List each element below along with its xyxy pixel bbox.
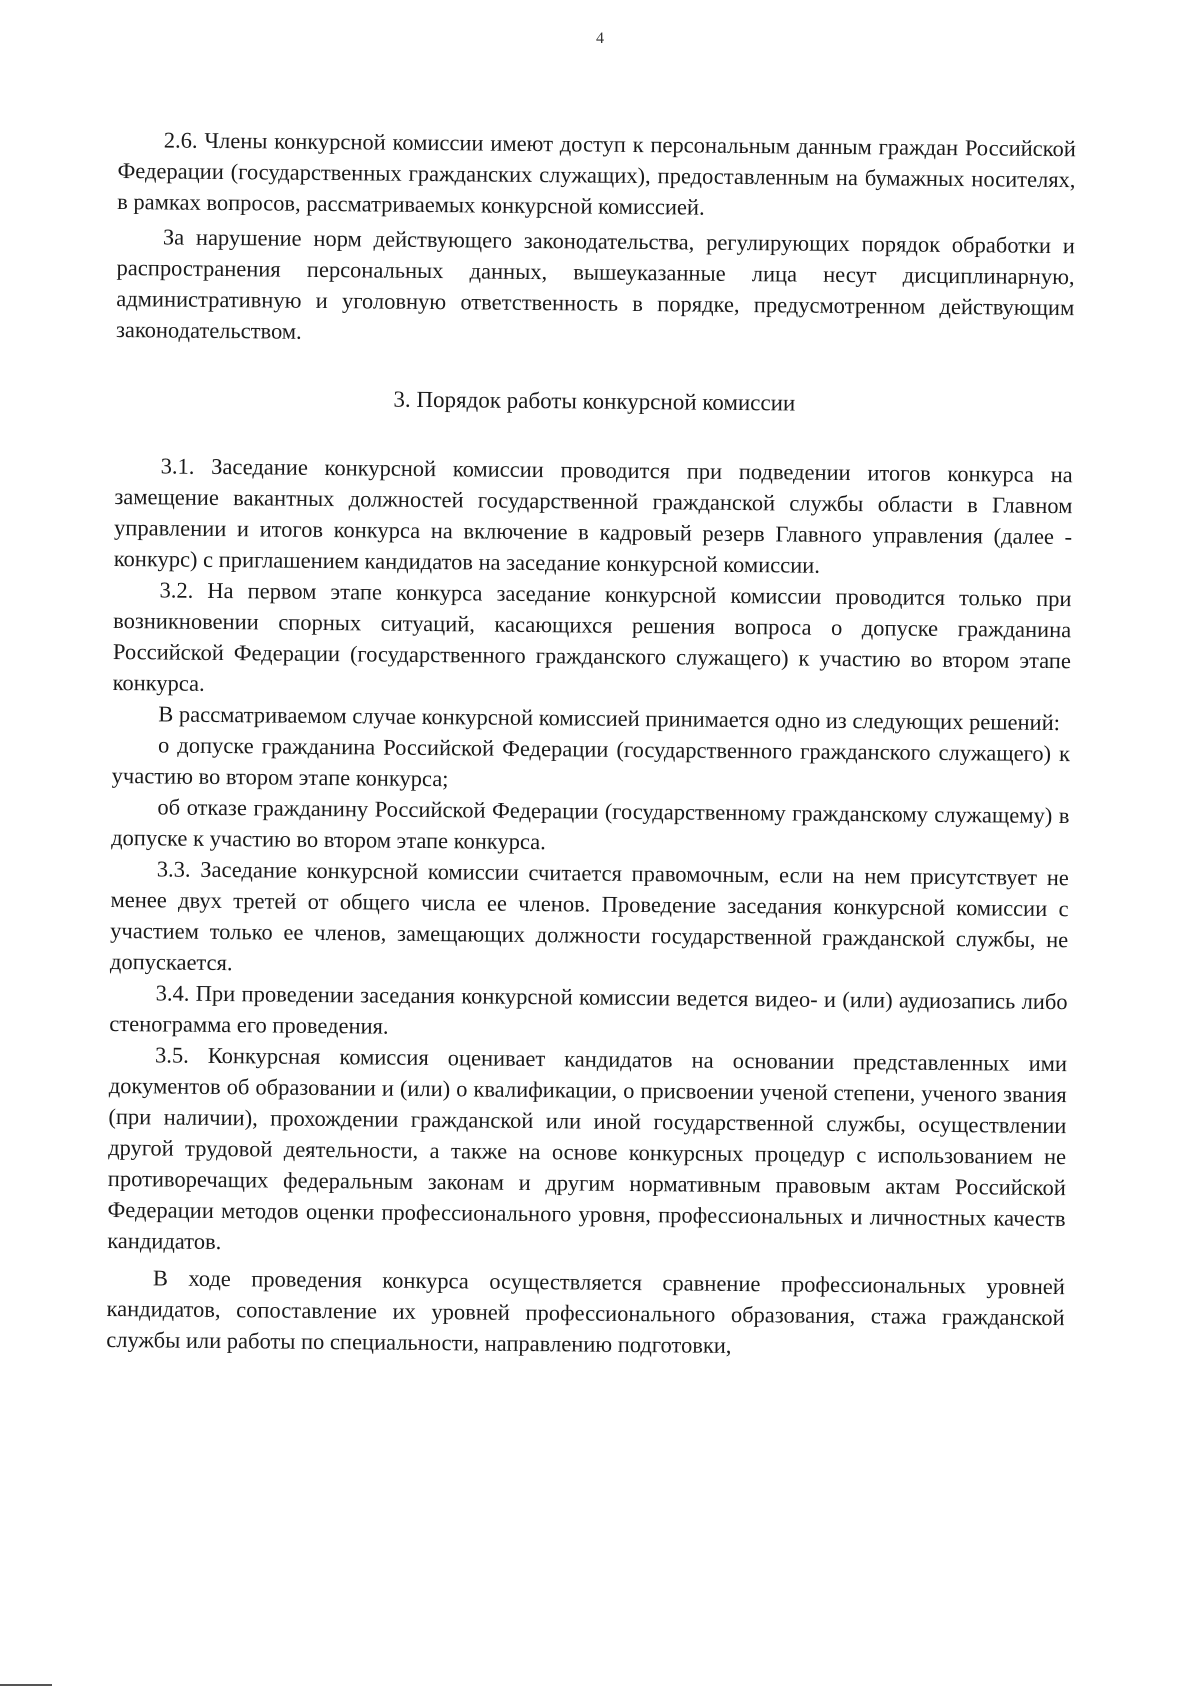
paragraph-decision-refuse: об отказе гражданину Российской Федерации (государственному гражданскому служащему) в допуске к участию во втором этапе конкурса. xyxy=(111,794,1070,855)
paragraph-3-4: 3.4. При проведении заседания конкурсной комиссии ведется видео- и (или) аудиозапись либо стенограмма его проведения. xyxy=(109,980,1068,1039)
section-heading: 3. Порядок работы конкурсной комиссии xyxy=(393,386,796,416)
scan-edge-mark xyxy=(0,1684,52,1686)
paragraph-decision-admit: о допуске гражданина Российской Федерации (государственного гражданского служащего) к участию во втором этапе конкурса; xyxy=(111,732,1071,792)
paragraph-3-3: 3.3. Заседание конкурсной комиссии считается правомочным, если на нем присутствует не менее двух третей от общего числа ее членов. Проведение заседания конкурсной комиссии с участием только ее членов, замещающих должности государственной гражданской службы, не допускается. xyxy=(109,856,1069,976)
paragraph-decisions-intro: В рассматриваемом случае конкурсной комиссией принимается одно из следующих решений: xyxy=(158,701,1061,736)
paragraph-liability: За нарушение норм действующего законодательства, регулирующих порядок обработки и распространения персональных данных, вышеуказанные лица несут дисциплинарную, административную и уголовную ответственность в порядке, предусмотренном действующим законодательством. xyxy=(115,224,1075,344)
paragraph-3-2: 3.2. На первом этапе конкурса заседание конкурсной комиссии проводится только при возникновении спорных ситуаций, касающихся решения вопроса о допуске гражданина Российской Федерации (государственного гражданского служащего) к участию во втором этапе конкурса. xyxy=(112,577,1072,696)
document-body xyxy=(106,124,1076,1364)
paragraph-comparison: В ходе проведения конкурса осуществляется сравнение профессиональных уровней кандидатов, сопоставление их уровней профессионального образования, стажа гражданской службы или работы по специальности, направлению подготовки, xyxy=(106,1265,1066,1358)
paragraph-3-5: 3.5. Конкурсная комиссия оценивает кандидатов на основании представленных ими документов об образовании и (или) о квалификации, о присвоении ученой степени, ученого звания (при наличии), прохождении гражданской или иной государственной службы, осуществлении другой трудовой деятельности, а также на основе конкурсных процедур с использованием не противоречащих федеральным законам и другим нормативным правовым актам Российской Федерации методов оценки профессионального уровня, профессиональных и личностных качеств кандидатов. xyxy=(107,1042,1068,1255)
page-number: 4 xyxy=(596,30,604,47)
paragraph-2-6: 2.6. Члены конкурсной комиссии имеют доступ к персональным данным граждан Российской Федерации (государственных гражданских служащих), предоставленным на бумажных носителях, в рамках вопросов, рассматриваемых конкурсной комиссией. xyxy=(117,127,1076,220)
paragraph-3-1: 3.1. Заседание конкурсной комиссии проводится при подведении итогов конкурса на замещение вакантных должностей государственной гражданской службы области в Главном управлении и итогов конкурса на включение в кадровый резерв Главного управления (далее - конкурс) с приглашением кандидатов на заседание конкурсной комиссии. xyxy=(113,453,1073,578)
